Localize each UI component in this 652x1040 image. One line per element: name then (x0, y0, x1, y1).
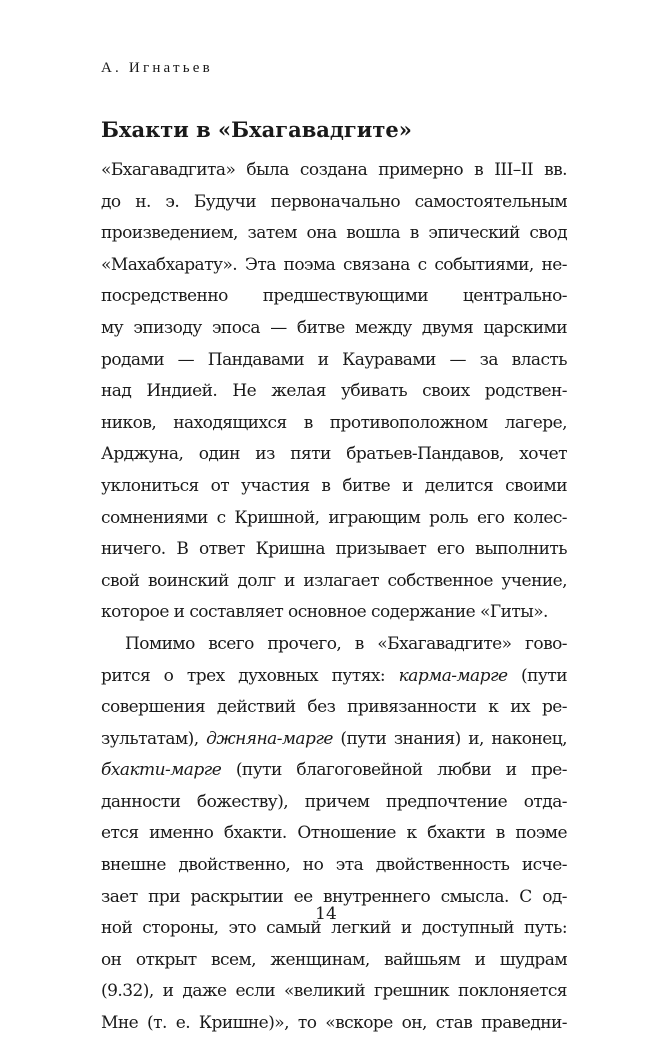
text-line: он открыт всем, женщинам, вайшьям и шудрам (101, 949, 567, 970)
text-run: рится о трех духовных путях: (101, 665, 399, 686)
text-line: посредственно предшествующими центрально- (101, 286, 567, 307)
text-line: сомнениями с Кришной, играющим роль его колес- (101, 507, 567, 528)
text-line: зает при раскрытии ее внутреннего смысла. С од- (101, 886, 567, 907)
text-line: ется именно бхакти. Отношение к бхакти в поэме (101, 823, 567, 844)
text-line: Арджуна, один из пяти братьев-Пандавов, хочет (101, 444, 567, 465)
text-line: родами — Пандавами и Кауравами — за власть (101, 349, 567, 370)
text-line: уклониться от участия в битве и делится своими (101, 475, 567, 496)
text-line: свой воинский долг и излагает собственное учение, (101, 570, 567, 591)
text-line: произведением, затем она вошла в эпический свод (101, 223, 567, 244)
text-run: (пути (507, 665, 567, 686)
italic-term: джняна-марге (206, 728, 333, 749)
text-run: (пути знания) и, наконец, (332, 728, 567, 749)
text-line: Мне (т. е. Кришне)», то «вскоре он, став праведни- (101, 1013, 567, 1034)
text-line (101, 755, 567, 787)
paragraph-1 (101, 155, 567, 629)
text-run: зультатам), (101, 728, 207, 749)
italic-term: карма-марге (398, 665, 508, 686)
text-line (101, 724, 567, 756)
text-line: Помимо всего прочего, в «Бхагавадгите» гово- (125, 633, 567, 654)
page-number: 14 (315, 904, 337, 924)
text-line: до н. э. Будучи первоначально самостоятельным (101, 191, 567, 212)
text-line: которое и составляет основное содержание «Гиты». (101, 602, 548, 623)
text-line: (9.32), и даже если «великий грешник поклоняется (101, 981, 567, 1002)
text-line (101, 661, 567, 693)
paragraph-2 (101, 629, 567, 1040)
text-run: (пути благоговейной любви и пре- (221, 760, 567, 781)
text-line: ной стороны, это самый легкий и доступный путь: (101, 918, 567, 939)
text-line: данности божеству), причем предпочтение отда- (101, 791, 567, 812)
text-line: ников, находящихся в противоположном лагере, (101, 412, 567, 433)
italic-term: бхакти-марге (101, 760, 222, 781)
text-line: «Бхагавадгита» была создана примерно в III–II вв. (101, 160, 567, 180)
text-line: му эпизоду эпоса — битве между двумя царскими (101, 317, 567, 338)
section-title: Бхакти в «Бхагавадгите» (101, 117, 412, 142)
running-head: А. Игнатьев (101, 60, 213, 76)
text-line: над Индией. Не желая убивать своих родствен- (101, 381, 567, 402)
text-line: внешне двойственно, но эта двойственность исче- (101, 855, 567, 876)
text-line: ничего. В ответ Кришна призывает его выполнить (101, 539, 567, 560)
text-line: совершения действий без привязанности к их ре- (101, 697, 567, 718)
text-line: «Махабхарату». Эта поэма связана с событиями, не- (101, 254, 567, 275)
